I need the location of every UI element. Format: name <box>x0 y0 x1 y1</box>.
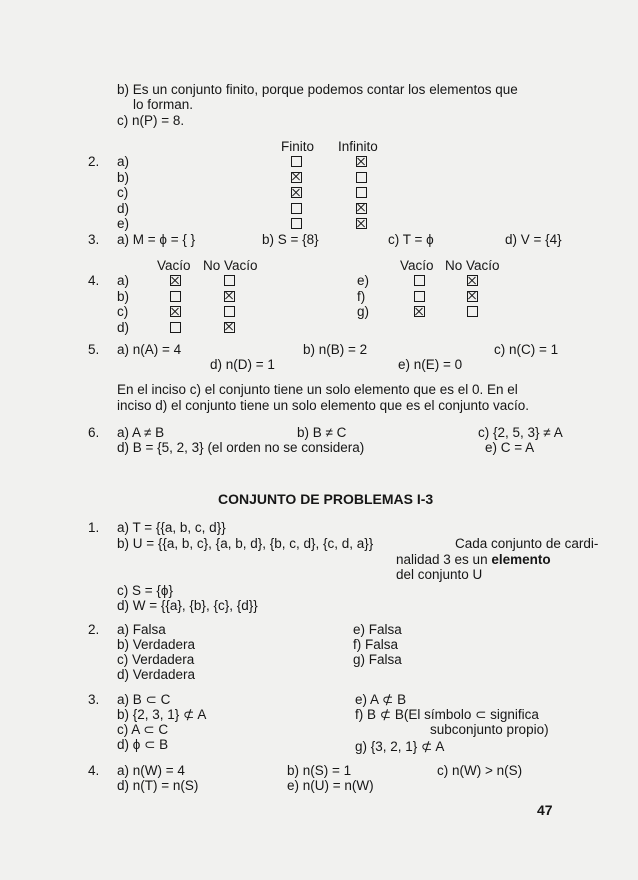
empty-box-icon <box>170 291 181 302</box>
q2-row-label: e) <box>117 216 130 231</box>
q5-a: a) n(A) = 4 <box>117 342 182 357</box>
p3-g: g) {3, 2, 1} ⊄ A <box>355 739 445 754</box>
p2-f: f) Falsa <box>353 637 399 652</box>
empty-box-icon <box>224 306 235 317</box>
p2-c: c) Verdadera <box>117 652 195 667</box>
empty-box-icon <box>291 218 302 229</box>
intro-line-b: b) Es un conjunto finito, porque podemos contar los elementos que <box>117 82 518 97</box>
p4-number: 4. <box>88 763 100 778</box>
q3-c: c) T = ϕ <box>388 232 434 247</box>
col-infinito-header: Infinito <box>338 139 378 154</box>
q4-row-label: a) <box>117 273 130 288</box>
q3-a: a) M = ϕ = { } <box>117 232 196 247</box>
p3-c: c) A ⊂ C <box>117 722 169 737</box>
p2-number: 2. <box>88 622 100 637</box>
p1-b-note-line2 <box>396 552 551 567</box>
empty-box-icon <box>291 156 302 167</box>
checked-box-icon <box>356 156 367 167</box>
q6-number: 6. <box>88 425 100 440</box>
page-number: 47 <box>537 802 553 818</box>
q6-a: a) A ≠ B <box>117 425 165 440</box>
p4-a: a) n(W) = 4 <box>117 763 185 778</box>
q5-note-line2: inciso d) el conjunto tiene un solo elemento que es el conjunto vacío. <box>117 398 530 413</box>
q4-col-vacio-left: Vacío <box>157 258 191 273</box>
empty-box-icon <box>467 306 478 317</box>
q2-row-label: c) <box>117 185 129 200</box>
p1-d: d) W = {{a}, {b}, {c}, {d}} <box>117 598 258 613</box>
q5-c: c) n(C) = 1 <box>494 342 559 357</box>
col-finito-header: Finito <box>281 139 315 154</box>
q5-d: d) n(D) = 1 <box>210 357 275 372</box>
checked-box-icon <box>170 306 181 317</box>
empty-box-icon <box>414 291 425 302</box>
q4-row-label: f) <box>357 288 366 304</box>
empty-box-icon <box>291 203 302 214</box>
p4-e: e) n(U) = n(W) <box>287 778 374 793</box>
q3-d: d) V = {4} <box>505 232 562 247</box>
p1-b-note-line3: del conjunto U <box>396 567 483 582</box>
p1-b-note-text: nalidad 3 es un <box>396 552 492 567</box>
checked-box-icon <box>291 172 302 183</box>
p1-b-note-line1: Cada conjunto de cardi- <box>455 536 599 551</box>
q4-row-label: c) <box>117 304 129 319</box>
p1-number: 1. <box>88 520 100 535</box>
p1-c: c) S = {ϕ} <box>117 583 173 598</box>
q3-number: 3. <box>88 232 100 247</box>
q2-number: 2. <box>88 154 100 169</box>
q4-row-label: e) <box>357 273 370 288</box>
empty-box-icon <box>356 172 367 183</box>
p1-b: b) U = {{a, b, c}, {a, b, d}, {b, c, d}, {c, d, a}} <box>117 536 374 551</box>
p2-g: g) Falsa <box>353 652 402 667</box>
q2-row-label: b) <box>117 169 130 185</box>
empty-box-icon <box>170 322 181 333</box>
checked-box-icon <box>224 291 235 302</box>
intro-line-b-cont: lo forman. <box>133 97 194 112</box>
checked-box-icon <box>414 306 425 317</box>
checked-box-icon <box>467 291 478 302</box>
q3-b: b) S = {8} <box>262 232 319 247</box>
q4-col-vacio-right: Vacío <box>400 258 434 273</box>
checked-box-icon <box>356 218 367 229</box>
p2-b: b) Verdadera <box>117 637 196 652</box>
section-title: CONJUNTO DE PROBLEMAS I-3 <box>218 491 434 507</box>
q6-c: c) {2, 5, 3} ≠ A <box>478 425 563 440</box>
q2-row-label: a) <box>117 154 130 169</box>
empty-box-icon <box>356 187 367 198</box>
p2-e: e) Falsa <box>353 622 402 637</box>
p3-b: b) {2, 3, 1} ⊄ A <box>117 707 207 722</box>
p3-d: d) ϕ ⊂ B <box>117 737 169 752</box>
empty-box-icon <box>414 275 425 286</box>
p3-e: e) A ⊄ B <box>355 692 407 707</box>
q4-number: 4. <box>88 273 100 288</box>
q2-row-label: d) <box>117 200 130 216</box>
q5-b: b) n(B) = 2 <box>303 342 368 357</box>
checked-box-icon <box>170 275 181 286</box>
p2-d: d) Verdadera <box>117 667 196 682</box>
q5-note-line1: En el inciso c) el conjunto tiene un solo elemento que es el 0. En el <box>117 382 518 397</box>
q4-col-novacio-right: No Vacío <box>445 258 500 273</box>
q6-e: e) C = A <box>485 440 535 455</box>
checked-box-icon <box>224 322 235 333</box>
q4-row-label: g) <box>357 304 370 319</box>
p2-a: a) Falsa <box>117 622 166 637</box>
p4-b: b) n(S) = 1 <box>287 763 352 778</box>
q6-d: d) B = {5, 2, 3} (el orden no se considera) <box>117 440 365 455</box>
p3-f-line2: subconjunto propio) <box>430 722 549 737</box>
empty-box-icon <box>224 275 235 286</box>
q4-col-novacio-left: No Vacío <box>203 258 258 273</box>
p1-a: a) T = {{a, b, c, d}} <box>117 520 226 535</box>
q5-number: 5. <box>88 342 100 357</box>
p4-d: d) n(T) = n(S) <box>117 778 199 793</box>
checked-box-icon <box>467 275 478 286</box>
p1-b-note-bold: elemento <box>491 552 551 567</box>
checked-box-icon <box>291 187 302 198</box>
p3-f-line1: f) B ⊄ B(El símbolo ⊂ significa <box>355 707 539 722</box>
q5-e: e) n(E) = 0 <box>398 357 463 372</box>
p3-number: 3. <box>88 692 100 707</box>
q6-b: b) B ≠ C <box>297 425 347 440</box>
q4-row-label: d) <box>117 319 130 335</box>
checked-box-icon <box>356 203 367 214</box>
q4-row-label: b) <box>117 288 130 304</box>
p4-c: c) n(W) > n(S) <box>437 763 523 778</box>
intro-line-c: c) n(P) = 8. <box>117 113 185 128</box>
p3-a: a) B ⊂ C <box>117 692 171 707</box>
